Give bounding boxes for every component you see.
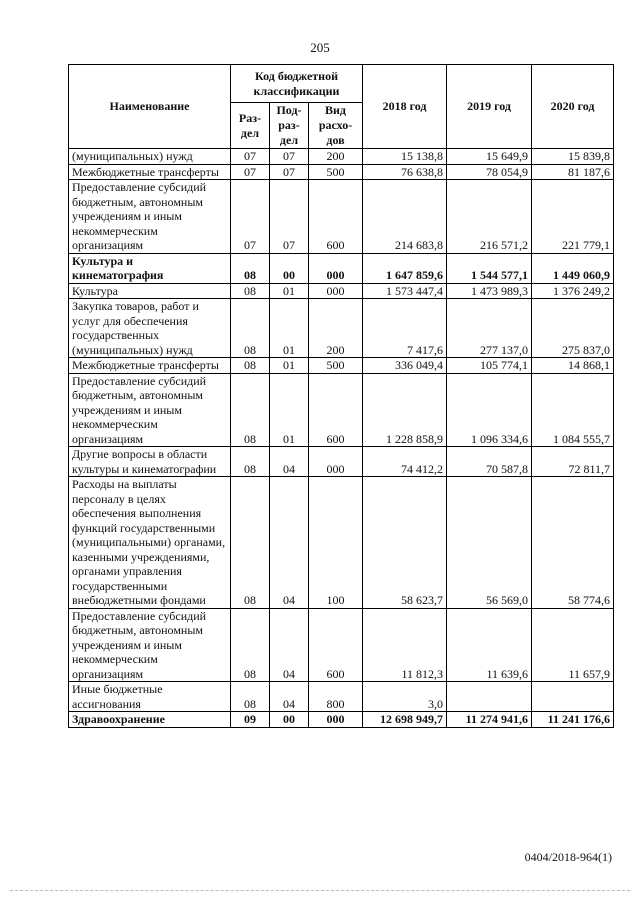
row-name: Закупка товаров, работ и услуг для обеспечения государственных (муниципальных) нужд	[69, 299, 231, 358]
row-value-2018: 1 573 447,4	[363, 283, 447, 299]
row-value-2020: 15 839,8	[532, 149, 614, 165]
row-razdel: 08	[231, 253, 270, 283]
row-value-2020: 58 774,6	[532, 477, 614, 609]
header-razdel: Раз-дел	[231, 103, 270, 149]
budget-table	[68, 64, 614, 728]
row-value-2020: 221 779,1	[532, 180, 614, 254]
row-value-2018: 15 138,8	[363, 149, 447, 165]
header-code-group: Код бюджетной классификации	[231, 65, 363, 103]
row-podrazdel: 04	[270, 608, 309, 682]
row-value-2019: 105 774,1	[447, 358, 532, 374]
row-name: Здравоохранение	[69, 712, 231, 728]
row-razdel: 07	[231, 180, 270, 254]
table-row	[69, 712, 614, 728]
table-row	[69, 164, 614, 180]
row-value-2018: 1 228 858,9	[363, 373, 447, 447]
row-razdel: 09	[231, 712, 270, 728]
row-value-2020: 275 837,0	[532, 299, 614, 358]
row-value-2018: 76 638,8	[363, 164, 447, 180]
row-razdel: 08	[231, 447, 270, 477]
table-row	[69, 358, 614, 374]
row-razdel: 08	[231, 358, 270, 374]
row-vid: 600	[309, 608, 363, 682]
table-row	[69, 373, 614, 447]
row-name: Межбюджетные трансферты	[69, 164, 231, 180]
row-name: Культура	[69, 283, 231, 299]
row-name: Предоставление субсидий бюджетным, автономным учреждениям и иным некоммерческим организациям	[69, 608, 231, 682]
row-value-2019: 1 473 989,3	[447, 283, 532, 299]
row-name: Предоставление субсидий бюджетным, автономным учреждениям и иным некоммерческим организациям	[69, 180, 231, 254]
header-2018: 2018 год	[363, 65, 447, 149]
table-row	[69, 299, 614, 358]
row-podrazdel: 01	[270, 299, 309, 358]
row-podrazdel: 07	[270, 149, 309, 165]
table-row	[69, 180, 614, 254]
row-value-2020	[532, 682, 614, 712]
row-value-2020: 1 084 555,7	[532, 373, 614, 447]
row-value-2019: 216 571,2	[447, 180, 532, 254]
row-value-2018: 3,0	[363, 682, 447, 712]
row-value-2019	[447, 682, 532, 712]
row-value-2019: 1 096 334,6	[447, 373, 532, 447]
row-value-2019: 70 587,8	[447, 447, 532, 477]
row-value-2020: 11 241 176,6	[532, 712, 614, 728]
document-code: 0404/2018-964(1)	[524, 850, 612, 864]
row-value-2018: 214 683,8	[363, 180, 447, 254]
row-value-2018: 1 647 859,6	[363, 253, 447, 283]
row-name: (муниципальных) нужд	[69, 149, 231, 165]
row-value-2020: 11 657,9	[532, 608, 614, 682]
row-value-2020: 81 187,6	[532, 164, 614, 180]
bottom-divider	[10, 890, 630, 891]
row-vid: 000	[309, 447, 363, 477]
row-podrazdel: 04	[270, 447, 309, 477]
row-vid: 000	[309, 712, 363, 728]
row-value-2018: 12 698 949,7	[363, 712, 447, 728]
row-value-2019: 1 544 577,1	[447, 253, 532, 283]
table-row	[69, 477, 614, 609]
row-value-2019: 15 649,9	[447, 149, 532, 165]
row-value-2019: 11 274 941,6	[447, 712, 532, 728]
row-podrazdel: 01	[270, 373, 309, 447]
row-name: Другие вопросы в области культуры и кинематографии	[69, 447, 231, 477]
row-vid: 500	[309, 164, 363, 180]
row-vid: 100	[309, 477, 363, 609]
table-row	[69, 608, 614, 682]
row-vid: 600	[309, 373, 363, 447]
row-vid: 200	[309, 299, 363, 358]
header-name: Наименование	[69, 65, 231, 149]
row-value-2018: 58 623,7	[363, 477, 447, 609]
row-razdel: 07	[231, 149, 270, 165]
row-value-2020: 14 868,1	[532, 358, 614, 374]
row-razdel: 08	[231, 283, 270, 299]
row-value-2020: 72 811,7	[532, 447, 614, 477]
row-name: Предоставление субсидий бюджетным, автономным учреждениям и иным некоммерческим организациям	[69, 373, 231, 447]
row-name: Расходы на выплаты персоналу в целях обеспечения выполнения функций государственными (муниципальными) органами, казенными учреждениями, органами управления государственными внебюджетными фондами	[69, 477, 231, 609]
header-2020: 2020 год	[532, 65, 614, 149]
row-value-2019: 277 137,0	[447, 299, 532, 358]
row-razdel: 08	[231, 299, 270, 358]
row-value-2019: 56 569,0	[447, 477, 532, 609]
row-name: Межбюджетные трансферты	[69, 358, 231, 374]
row-podrazdel: 04	[270, 477, 309, 609]
row-podrazdel: 00	[270, 253, 309, 283]
table-row	[69, 283, 614, 299]
table-row	[69, 253, 614, 283]
table-row	[69, 682, 614, 712]
row-value-2018: 7 417,6	[363, 299, 447, 358]
row-vid: 000	[309, 253, 363, 283]
table-row	[69, 447, 614, 477]
row-razdel: 08	[231, 477, 270, 609]
header-podrazdel: Под-раз-дел	[270, 103, 309, 149]
table-row	[69, 149, 614, 165]
row-value-2018: 336 049,4	[363, 358, 447, 374]
row-name: Культура и кинематография	[69, 253, 231, 283]
row-podrazdel: 00	[270, 712, 309, 728]
row-podrazdel: 04	[270, 682, 309, 712]
row-podrazdel: 01	[270, 283, 309, 299]
row-value-2020: 1 449 060,9	[532, 253, 614, 283]
row-value-2018: 74 412,2	[363, 447, 447, 477]
row-razdel: 08	[231, 682, 270, 712]
row-value-2019: 78 054,9	[447, 164, 532, 180]
row-razdel: 07	[231, 164, 270, 180]
row-podrazdel: 01	[270, 358, 309, 374]
row-podrazdel: 07	[270, 180, 309, 254]
row-value-2019: 11 639,6	[447, 608, 532, 682]
row-podrazdel: 07	[270, 164, 309, 180]
row-vid: 500	[309, 358, 363, 374]
row-vid: 600	[309, 180, 363, 254]
row-value-2020: 1 376 249,2	[532, 283, 614, 299]
row-name: Иные бюджетные ассигнования	[69, 682, 231, 712]
row-vid: 800	[309, 682, 363, 712]
header-2019: 2019 год	[447, 65, 532, 149]
row-value-2018: 11 812,3	[363, 608, 447, 682]
row-vid: 000	[309, 283, 363, 299]
header-vid: Вид расхо-дов	[309, 103, 363, 149]
row-vid: 200	[309, 149, 363, 165]
row-razdel: 08	[231, 373, 270, 447]
page-number: 205	[310, 40, 330, 55]
row-razdel: 08	[231, 608, 270, 682]
